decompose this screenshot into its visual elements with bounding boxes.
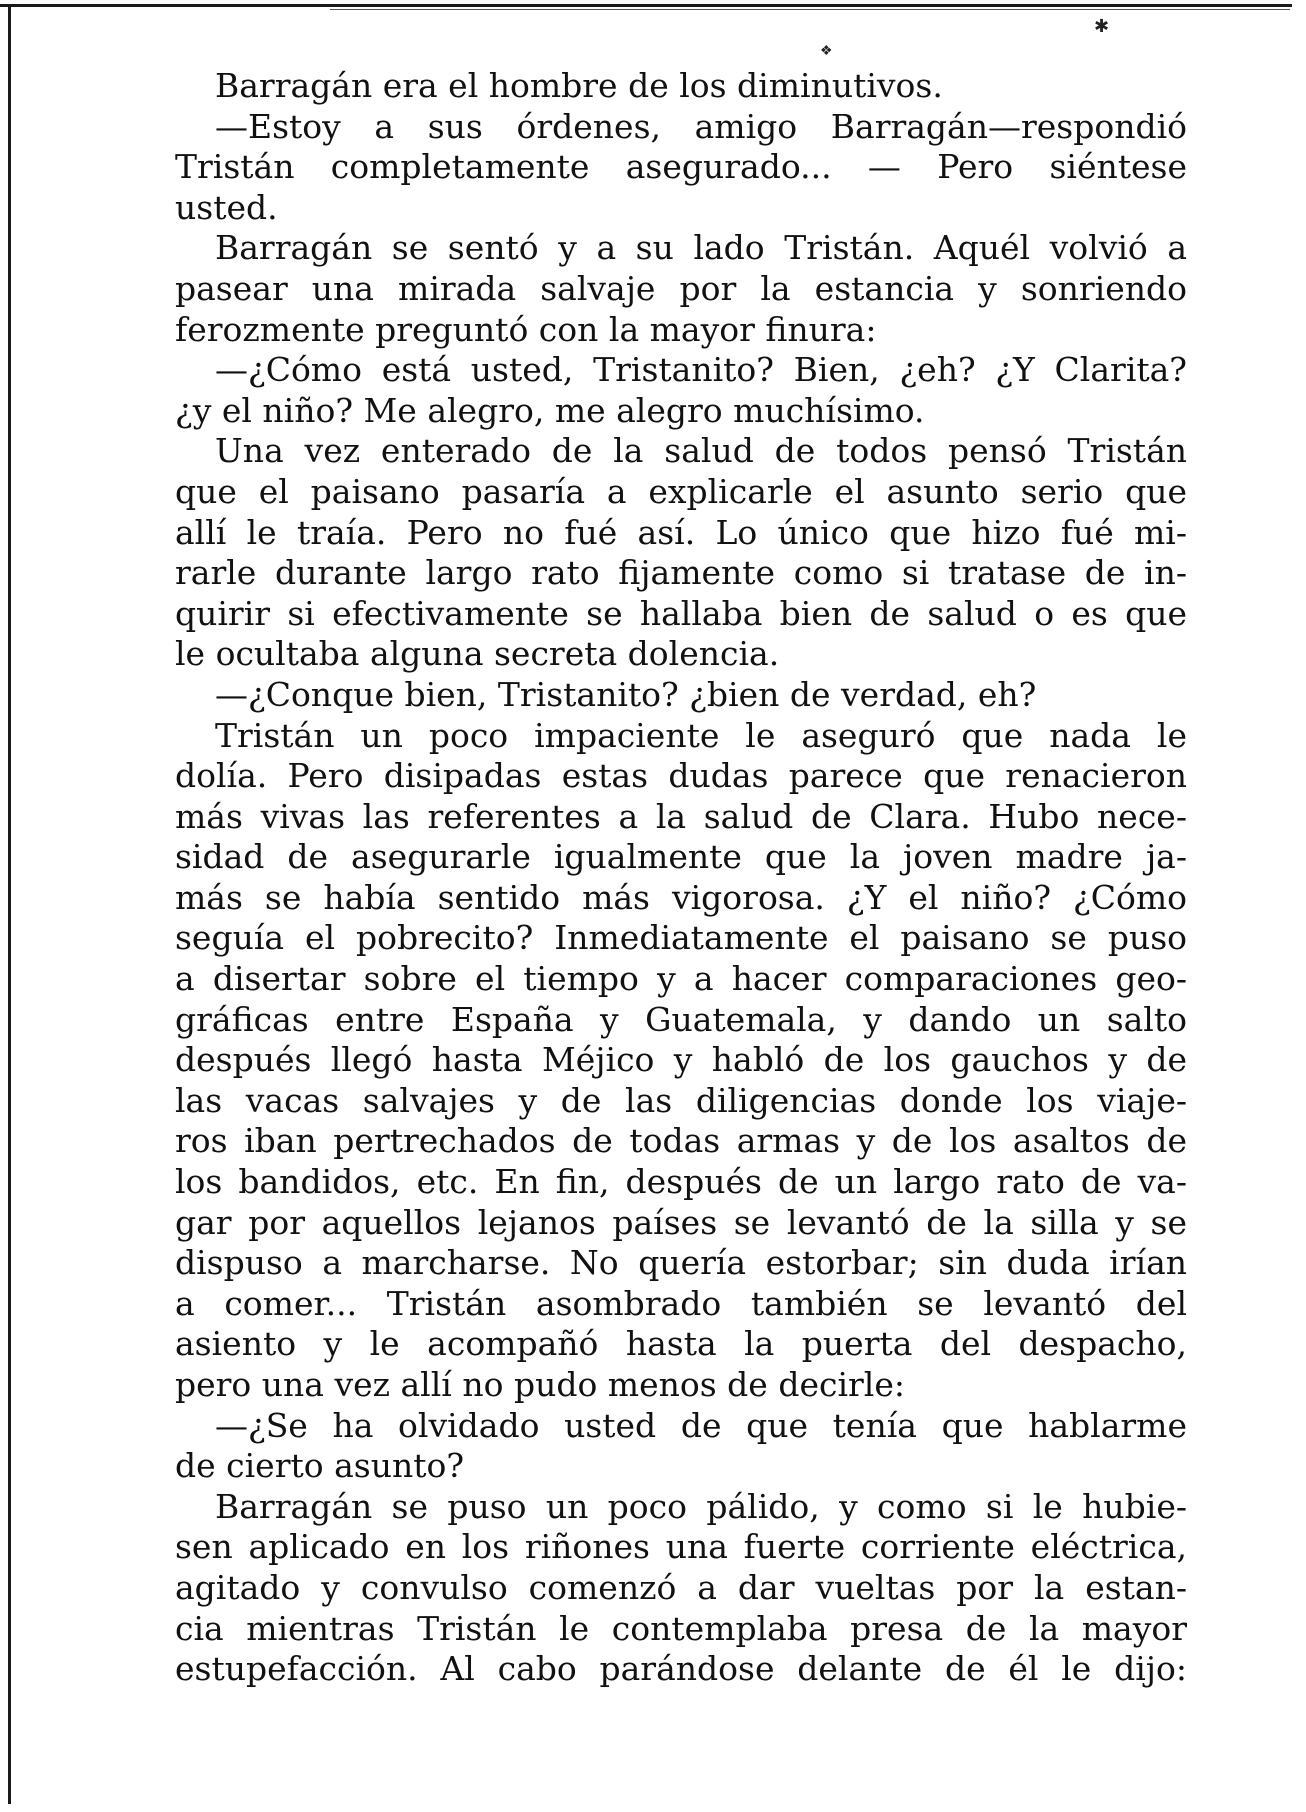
text-line: ferozmente preguntó con la mayor finura: bbox=[175, 309, 877, 349]
text-line: allí le traía. Pero no fué así. Lo único que hizo fué mi- bbox=[175, 512, 1187, 552]
text-line: a comer... Tristán asombrado también se levantó del bbox=[175, 1283, 1187, 1323]
text-line: Barragán era el hombre de los diminutivos. bbox=[215, 66, 943, 105]
text-line: a disertar sobre el tiempo y a hacer comparaciones geo- bbox=[175, 959, 1187, 999]
text-line: sidad de asegurarle igualmente que la joven madre ja- bbox=[175, 837, 1187, 877]
left-border-line bbox=[8, 4, 11, 1804]
text-line: —Estoy a sus órdenes, amigo Barragán—respondió bbox=[215, 106, 1187, 146]
text-line: pero una vez allí no pudo menos de decirle: bbox=[175, 1365, 905, 1404]
text-line: más se había sentido más vigorosa. ¿Y el niño? ¿Cómo bbox=[175, 877, 1187, 917]
top-border-line bbox=[0, 4, 1292, 7]
text-line: rarle durante largo rato fijamente como si tratase de in- bbox=[175, 553, 1187, 593]
text-line: los bandidos, etc. En fin, después de un largo rato de va- bbox=[175, 1162, 1187, 1202]
page-text-body bbox=[175, 66, 1187, 1690]
text-line: dispuso a marcharse. No quería estorbar; sin duda irían bbox=[175, 1243, 1187, 1283]
text-line: dolía. Pero disipadas estas dudas parece que renacieron bbox=[175, 756, 1187, 796]
text-line: asiento y le acompañó hasta la puerta del despacho, bbox=[175, 1324, 1187, 1364]
text-line: las vacas salvajes y de las diligencias donde los viaje- bbox=[175, 1080, 1187, 1120]
text-line: gráficas entre España y Guatemala, y dando un salto bbox=[175, 999, 1187, 1039]
text-line: le ocultaba alguna secreta dolencia. bbox=[175, 634, 780, 674]
text-line: —¿Conque bien, Tristanito? ¿bien de verdad, eh? bbox=[215, 674, 1037, 714]
text-line: sen aplicado en los riñones una fuerte corriente eléctrica, bbox=[175, 1527, 1187, 1567]
text-line: más vivas las referentes a la salud de Clara. Hubo nece- bbox=[175, 796, 1187, 836]
text-line: usted. bbox=[175, 187, 278, 227]
text-line: agitado y convulso comenzó a dar vueltas por la estan- bbox=[175, 1567, 1187, 1607]
text-line: seguía el pobrecito? Inmediatamente el paisano se puso bbox=[175, 918, 1187, 958]
text-line: Tristán completamente asegurado... — Pero siéntese bbox=[175, 147, 1187, 187]
text-line: gar por aquellos lejanos países se levantó de la silla y se bbox=[175, 1202, 1187, 1242]
ink-speck-icon: ❖ bbox=[820, 43, 833, 59]
text-line: ros iban pertrechados de todas armas y de los asaltos de bbox=[175, 1121, 1187, 1161]
text-line: cia mientras Tristán le contemplaba presa de la mayor bbox=[175, 1608, 1187, 1648]
ink-speck-icon: ✱ bbox=[1094, 16, 1110, 37]
text-line: Barragán se sentó y a su lado Tristán. Aquél volvió a bbox=[215, 228, 1187, 268]
text-line: pasear una mirada salvaje por la estancia y sonriendo bbox=[175, 268, 1187, 308]
text-line: Una vez enterado de la salud de todos pensó Tristán bbox=[215, 431, 1187, 471]
text-line: estupefacción. Al cabo parándose delante de él le dijo: bbox=[175, 1649, 1187, 1689]
top-border-thin-line bbox=[330, 9, 1290, 10]
text-line: quirir si efectivamente se hallaba bien de salud o es que bbox=[175, 593, 1187, 633]
text-line: Barragán se puso un poco pálido, y como si le hubie- bbox=[215, 1486, 1187, 1526]
text-line: —¿Cómo está usted, Tristanito? Bien, ¿eh? ¿Y Clarita? bbox=[215, 350, 1187, 390]
text-line: ¿y el niño? Me alegro, me alegro muchísimo. bbox=[175, 390, 925, 430]
text-line: después llegó hasta Méjico y habló de los gauchos y de bbox=[175, 1040, 1187, 1080]
text-line: Tristán un poco impaciente le aseguró que nada le bbox=[215, 715, 1187, 755]
text-line: que el paisano pasaría a explicarle el asunto serio que bbox=[175, 471, 1187, 511]
text-line: —¿Se ha olvidado usted de que tenía que hablarme bbox=[215, 1405, 1187, 1445]
text-line: de cierto asunto? bbox=[175, 1446, 465, 1486]
